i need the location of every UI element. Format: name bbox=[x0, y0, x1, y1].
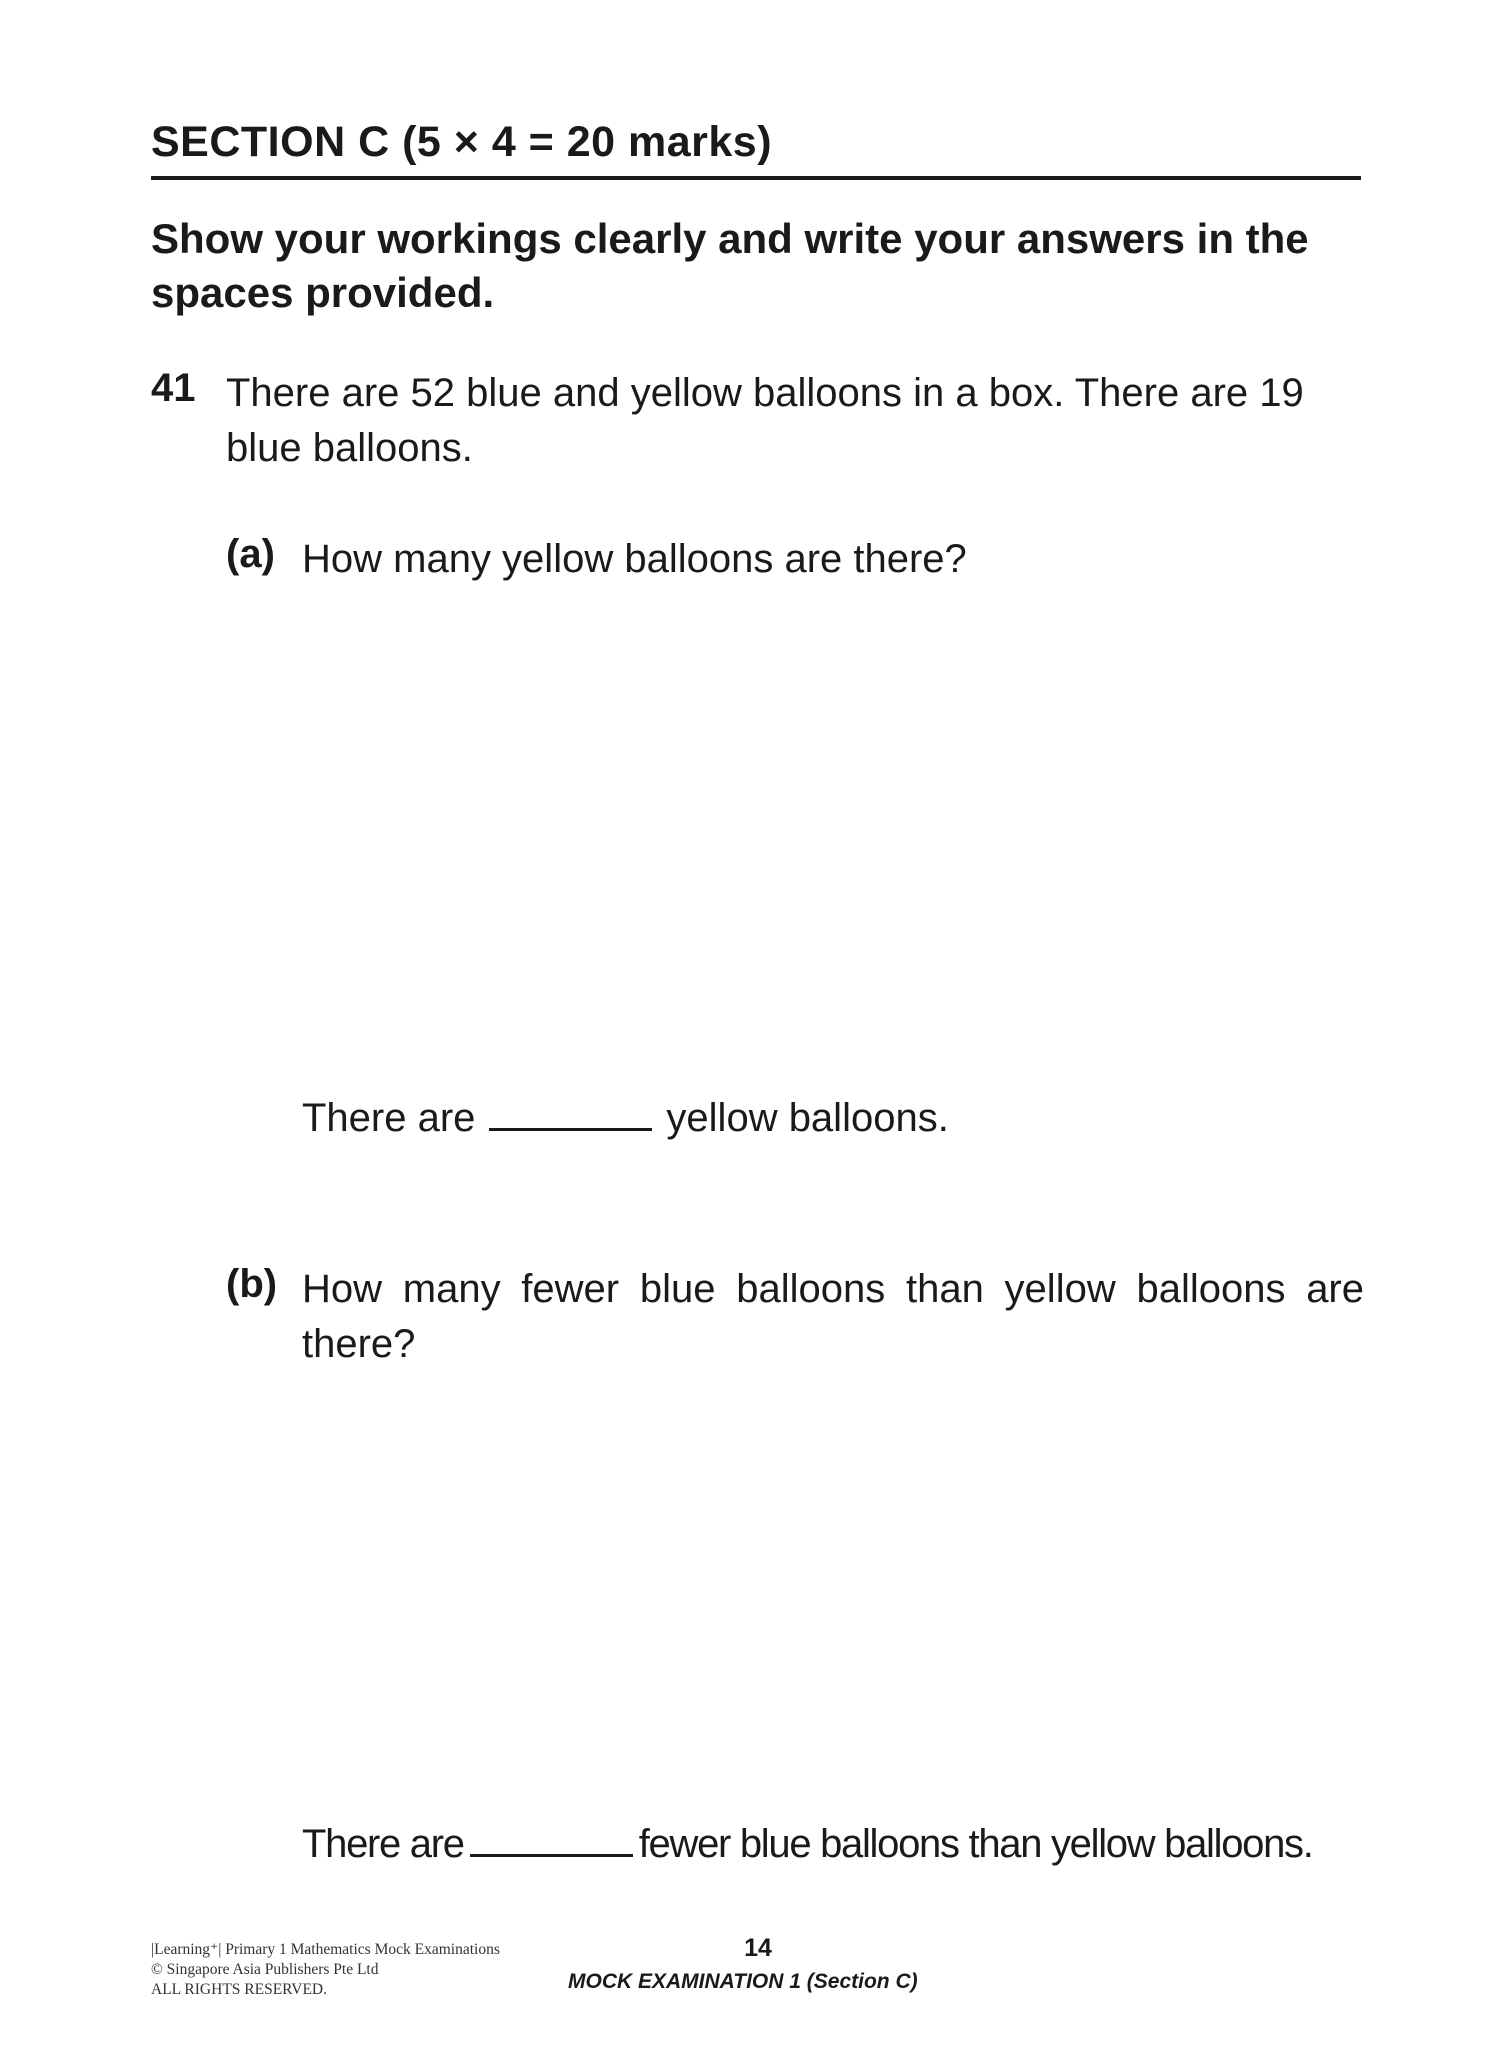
footer-rights: ALL RIGHTS RESERVED. bbox=[151, 1981, 328, 1998]
question-stem: There are 52 blue and yellow balloons in a box. There are 19 blue balloons. bbox=[226, 371, 1304, 470]
exam-label: MOCK EXAMINATION 1 (Section C) bbox=[568, 1970, 918, 1993]
part-b-label: (b) bbox=[226, 1262, 278, 1306]
instructions: Show your workings clearly and write your answers in the spaces provided. bbox=[151, 215, 1309, 316]
part-a-label: (a) bbox=[226, 532, 275, 576]
part-b-answer-suffix: fewer blue balloons than yellow balloons. bbox=[638, 1822, 1313, 1866]
footer-publication: |Learning⁺| Primary 1 Mathematics Mock Examinations bbox=[151, 1941, 500, 1958]
part-a-answer-suffix: yellow balloons. bbox=[666, 1096, 949, 1140]
section-title: SECTION C (5 × 4 = 20 marks) bbox=[151, 118, 773, 166]
section-divider bbox=[151, 176, 1361, 180]
part-b-answer-prefix: There are bbox=[302, 1822, 464, 1866]
part-a-answer-blank[interactable] bbox=[489, 1128, 652, 1131]
footer-publisher-info bbox=[151, 1940, 500, 2000]
part-a-answer-prefix: There are bbox=[302, 1096, 476, 1140]
part-a-question: How many yellow balloons are there? bbox=[302, 537, 967, 581]
part-b-answer-blank[interactable] bbox=[470, 1854, 633, 1857]
footer-copyright: © Singapore Asia Publishers Pte Ltd bbox=[151, 1961, 379, 1978]
part-a-answer-sentence bbox=[302, 1096, 949, 1141]
page-number: 14 bbox=[744, 1934, 772, 1962]
part-b-question: How many fewer blue balloons than yellow balloons are there? bbox=[302, 1267, 1364, 1366]
part-b-answer-sentence bbox=[302, 1822, 1313, 1867]
question-number: 41 bbox=[151, 366, 196, 410]
